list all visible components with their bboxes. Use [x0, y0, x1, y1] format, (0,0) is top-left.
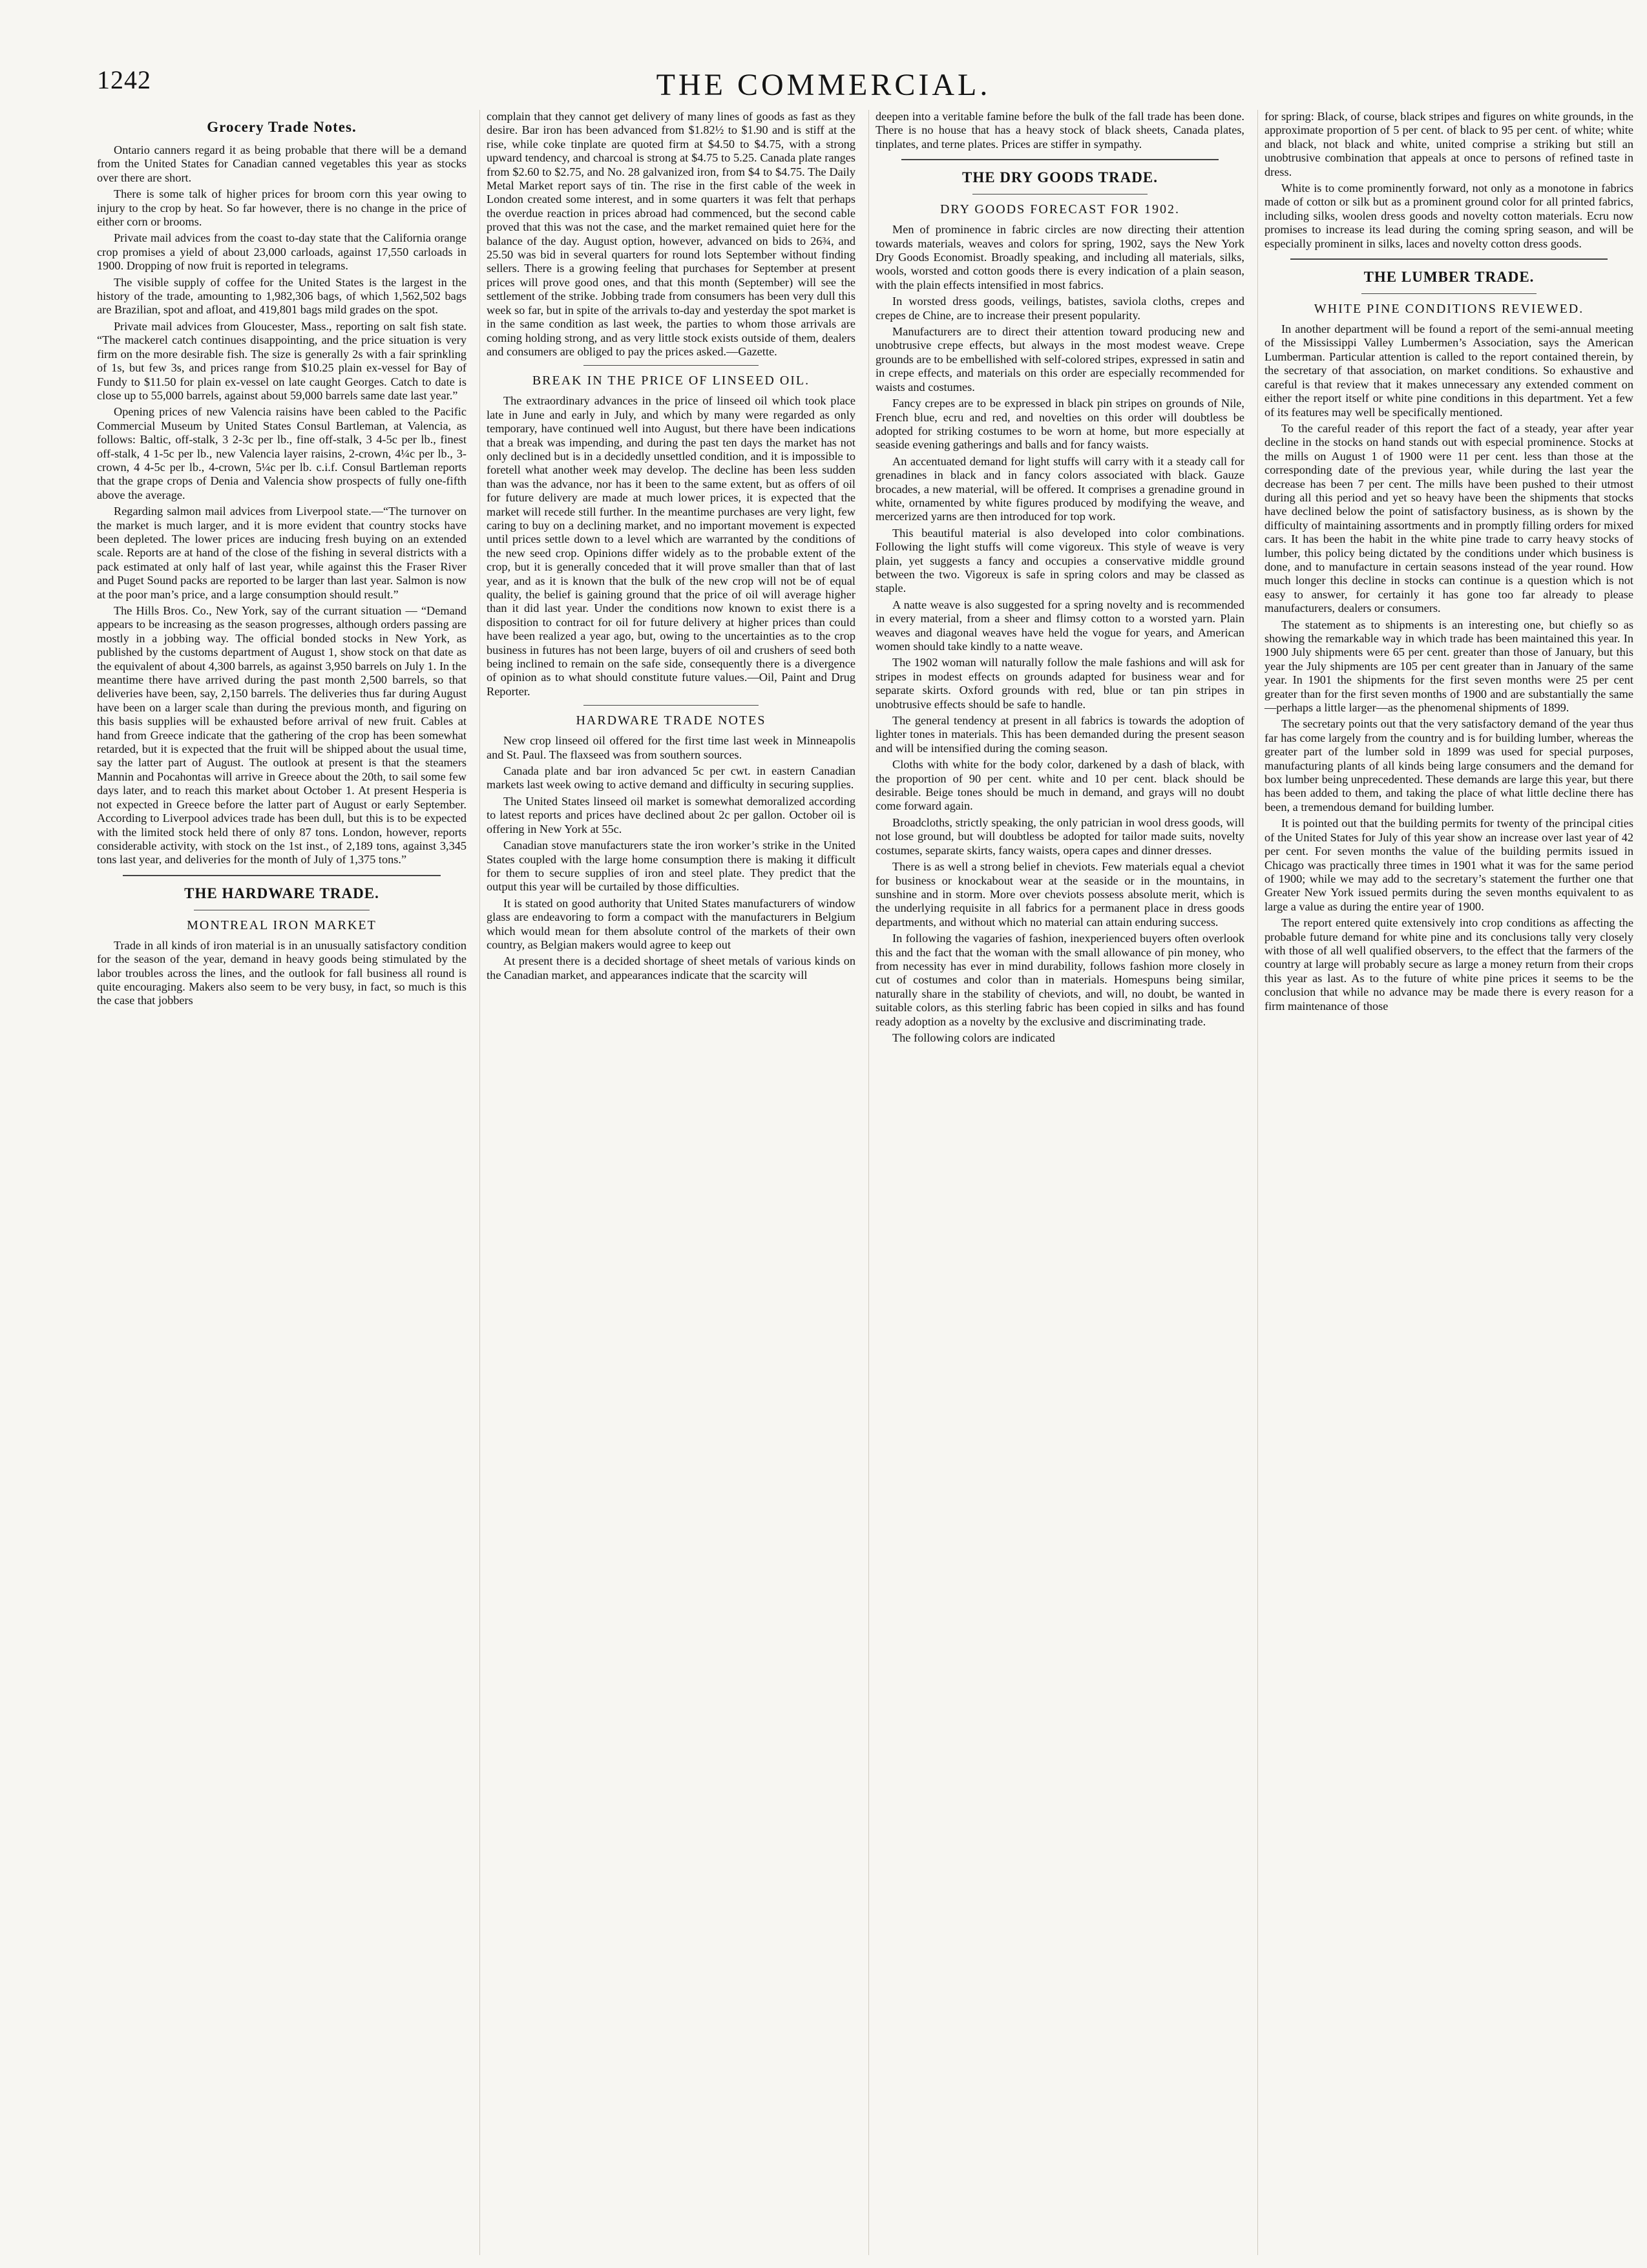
paragraph: This beautiful material is also developed into color combinations. Following the light stuffs will come vigoreux. This style of weave is very plain, yet suggests a fancy and occupies a conservative middle ground between the two. Vigoreux is safe in spring colors and may be classed as staple. — [876, 526, 1244, 595]
paragraph: deepen into a veritable famine before the bulk of the fall trade has been done. There is no house that has a heavy stock of black sheets, Canada plates, tinplates, and terne plates. Prices are stiffer in sympathy. — [876, 110, 1244, 151]
section-heading-dry-goods: THE DRY GOODS TRADE. — [962, 169, 1158, 186]
paragraph: There is some talk of higher prices for broom corn this year owing to injury to the crop by heat. So far however, there is no change in the price of either corn or brooms. — [97, 187, 467, 229]
divider — [123, 875, 441, 876]
paragraph: complain that they cannot get delivery of many lines of goods as fast as they desire. Bar iron has been advanced from $1.82½ to $1.90 and is stiff at the rise, while coke tinplate are quoted firm at $4.50 to $4.75, with a strong upward tendency, and charcoal is strong at $4.75 to 5.25. Canada plate ranges from $2.60 to $2.75, and No. 28 galvanized iron, from $4 to $4.75. The Daily Metal Market report says of tin. The rise in the first cable of the week in London created some interest, and in some quarters it was felt that perhaps the overdue reaction in prices abroad had commenced, but the second cable proved that this was not the case, and the market remained quiet here for the balance of the day. August option, however, advanced on bids to 26¾, and 25.50 was bid in several quarters for round lots September without finding sellers. There is a growing feeling that purchases for September at present prices will prove good ones, and that this month (September) will see the settlement of the strike. Jobbing trade from consumers has been very dull this week so far, but in spite of the arrivals to-day and yesterday the spot market is in the same condition as last week, the parties to whom those arrivals are coming holding strong, and as very little stock exists outside of them, dealers and consumers are obliged to pay the prices asked.—Gazette. — [487, 110, 855, 358]
paragraph: The Hills Bros. Co., New York, say of the currant situation — “Demand appears to be increasing as the season progresses, although orders passing are mostly in a jobbing way. The official bonded stocks in New York, as published by the customs department of August 1, show stock on that date as the equivalent of about 4,300 barrels, as against 3,950 barrels on July 1. In the meantime there have arrived during the past month 2,500 barrels, so that deliveries have been, say, 2,150 barrels. The deliveries thus far during August have been on a larger scale than during the previous month, and figuring on this basis supplies will be exhausted before arrival of new fruit. Cables at hand from Greece indicate that the gathering of the crop has been somewhat retarded, but it is expected that the fruit will be shipped about the usual time, say the latter part of August. The outlook at present is that the steamers Mannin and Pocahontas will arrive in Greece about the 20th, to sail some few days later, and to reach this market about October 1. At present Hesperia is not expected in Greece before the latter part of August or early September. According to Liverpool advices trade has been dull, but this is to be expected with the limited stock held there of only 87 tons. London, however, reports considerable activity, with stock on the 1st inst., of 2,189 tons, against 3,345 tons last year, and deliveries for the month of July of 1,375 tons.” — [97, 604, 467, 866]
section-heading-grocery: Grocery Trade Notes. — [207, 119, 357, 135]
page-number: 1242 — [97, 65, 151, 94]
article-columns — [90, 110, 1635, 2255]
divider — [583, 365, 759, 366]
paragraph: An accentuated demand for light stuffs will carry with it a steady call for grenadines in black and in fancy colors associated with black. Gauze brocades, a new material, will be offered. It comprises a grenadine ground in white, ornamented by white figures produced by modifying the weave, and mercerized yarns are then introduced for top work. — [876, 454, 1244, 523]
paragraph: Men of prominence in fabric circles are now directing their attention towards materials, weaves and colors for spring, 1902, says the New York Dry Goods Economist. Broadly speaking, and including all materials, silks, wools, worsted and cotton goods there is every indication of a plain season, with the plain effects intensified in most fabrics. — [876, 223, 1244, 291]
paragraph: The visible supply of coffee for the United States is the largest in the history of the trade, amounting to 1,982,306 bags, of which 1,562,502 bags are Brazilian, spot and afloat, and 419,801 bags mild grades on the spot. — [97, 275, 467, 317]
paragraph: New crop linseed oil offered for the first time last week in Minneapolis and St. Paul. The flaxseed was from southern sources. — [487, 734, 855, 761]
paragraph: In following the vagaries of fashion, inexperienced buyers often overlook this and the fact that the woman with the small allowance of pin money, who from necessity has ever in mind durability, follows fashion more closely in cut of costumes and color than in materials. Homespuns being similar, naturally share in the stability of cheviots, and will, no doubt, be wanted in suitable colors, as this sterling fabric has been copied in silks and has found ready adoption as a novelty by the exclusive and discriminating trade. — [876, 932, 1244, 1028]
paragraph: Manufacturers are to direct their attention toward producing new and unobtrusive crepe effects, but always in the most modest weave. Crepe grounds are to be embellished with self-colored stripes, expressed in satin and in crepe effects, and materials on this order are especially recommended for waists and costumes. — [876, 325, 1244, 394]
paragraph: Canadian stove manufacturers state the iron worker’s strike in the United States coupled with the large home consumption there is making it difficult for them to secure supplies of iron and steel plate. They predict that the output this year will be curtailed by those difficulties. — [487, 839, 855, 894]
paragraph: The extraordinary advances in the price of linseed oil which took place late in June and early in July, and which by many were regarded as only temporary, have continued well into August, but there have been indications that a break was impending, and during the past ten days the market has not only declined but is in a decidedly unsettled condition, and it is impossible to foretell what another week may develop. The decline has been less sudden than was the advance, nor has it been to the same extent, but as offers of oil for future delivery are made at much lower prices, it is expected that the market will recede still further. In the meantime purchases are very light, few caring to buy on a declining market, and no important movement is expected until prices settle down to a level which are warranted by the conditions of the new seed crop. Opinions differ widely as to the probable extent of the crop, but it is generally conceded that it will prove smaller than that of last year, and as it is known that the bulk of the new crop will not be of equal quality, the belief is gaining ground that the price of oil will average higher than it did last year. Under the conditions now known to exist there is a disposition to contract for oil for future delivery at higher prices than could have been realized a year ago, but, owing to the uncertainties as to the crop business in futures has not been large, buyers of oil and crushers of seed both being inclined to remain on the safe side, consequently there is a divergence of opinion as to what should constitute future values.—Oil, Paint and Drug Reporter. — [487, 394, 855, 698]
paragraph: White is to come prominently forward, not only as a monotone in fabrics made of cotton or silk but as a prominent ground color for all printed fabrics, including silks, woolen dress goods and novelty cotton materials. Ecru now promises to increase its lead during the coming spring season, and will be especially prominent in silks, laces and novelty cotton dress goods. — [1264, 182, 1633, 250]
subheading-hardware-notes: HARDWARE TRADE NOTES — [576, 713, 766, 728]
column-2 — [479, 110, 859, 2255]
paragraph: It is pointed out that the building permits for twenty of the principal cities of the United States for July of this year show an increase over last year of 42 per cent. For seven months the value of the building permits issued in Chicago was practically three times in 1901 what it was for the same period of 1900; while we may add to the secretary’s statement the further one that Greater New York issued permits during the seven months equivalent to as large a value as during the entire year of 1900. — [1264, 817, 1633, 913]
paragraph: Broadcloths, strictly speaking, the only patrician in wool dress goods, will not lose ground, but will doubtless be adopted for tailor made suits, novelty costumes, separate skirts, fancy waists, opera capes and dinner dresses. — [876, 815, 1244, 857]
section-heading-hardware: THE HARDWARE TRADE. — [184, 885, 379, 901]
paragraph: Trade in all kinds of iron material is in an unusually satisfactory condition for the season of the year, demand in heavy goods being stimulated by the labor troubles across the lines, and the outlook for fall business all round is quite encouraging. Makers also seem to be very busy, in fact, so much is this the case that jobbers — [97, 938, 467, 1007]
paragraph: Fancy crepes are to be expressed in black pin stripes on grounds of Nile, French blue, ecru and red, and novelties on this order will doubtless be adopted for striking costumes to be worn at home, but more especially at seaside evening gatherings and balls and for fancy waists. — [876, 397, 1244, 452]
paragraph: To the careful reader of this report the fact of a steady, year after year decline in the stocks on hand stands out with especial prominence. Stocks at the mills on August 1 of 1900 were 11 per cent. less than those at the corresponding date of the previous year, while during the last year the decrease has been 7 per cent. The mills have been pushed to their utmost during all this period and yet so heavy have been the shipments that stocks have declined below the point of satisfactory business, as is shown by the difficulty of maintaining assortments and in promptly filling orders for mixed cars. It has been the habit in the white pine trade to carry heavy stocks of lumber, this policy being dictated by the conditions under which business is done, and to manufacture in certain seasons instead of the year round. How much longer this decline in stocks can continue is a question which is not easy to answer, for certainly it has gone too far already to please manufacturers, dealers or consumers. — [1264, 421, 1633, 615]
paragraph: The following colors are indicated — [892, 1031, 1055, 1044]
divider — [583, 705, 759, 706]
paragraph: The general tendency at present in all fabrics is towards the adoption of lighter tones in materials. This has been demanded during the present season and will be intensified during the coming season. — [876, 714, 1244, 755]
column-1 — [90, 110, 470, 2255]
paragraph: Canada plate and bar iron advanced 5c per cwt. in eastern Canadian markets last week owing to active demand and difficulty in securing supplies. — [487, 764, 855, 792]
paragraph: The United States linseed oil market is somewhat demoralized according to latest reports and prices have declined about 2c per gallon. October oil is offering in New York at 55c. — [487, 794, 855, 835]
paragraph: The 1902 woman will naturally follow the male fashions and will ask for stripes in modest effects on grounds adapted for business wear and for separate skirts. Oxford grounds with red, blue or tan pin stripes in unobtrusive effects should be safe to handle. — [876, 656, 1244, 711]
paragraph: Private mail advices from Gloucester, Mass., reporting on salt fish state. “The mackerel catch continues disappointing, and the price situation is very firm on the more desirable fish. The size is generally 2s with a fair sprinkling of 1s, but few 3s, and prices range from $10.25 plain ex-vessel for Bay of Fundy to $11.50 for plain ex-vessel on late caught Georges. Catch to date is close up to 55,000 barrels, against about 59,000 barrels same date last year.” — [97, 319, 467, 402]
column-4 — [1257, 110, 1637, 2255]
paragraph: There is as well a strong belief in cheviots. Few materials equal a cheviot for business or knockabout wear at the seaside or in the mountains, in sunshine and in storm. More over cheviots possess absolute merit, which is the underlying requisite in all fabrics for a permanent place in dress goods departments, and without which no material can attain enduring success. — [876, 860, 1244, 929]
divider — [1361, 293, 1537, 294]
paragraph: It is stated on good authority that United States manufacturers of window glass are endeavoring to form a compact with the manufacturers in Belgium which would mean for them absolute control of the markets of their own country, as Belgian makers would agree to keep out — [487, 896, 855, 951]
subheading-white-pine: WHITE PINE CONDITIONS REVIEWED. — [1314, 302, 1584, 317]
paragraph: The statement as to shipments is an interesting one, but chiefly so as showing the remarkable way in which trade has been maintained this year. In 1900 July shipments were 65 per cent. greater than those of January, but this year the July shipments are 105 per cent greater than in January of the same year. In 1901 the shipments for the first seven months were 25 per cent greater than for the first seven months of 1900 and are substantially the same—perhaps a little larger—as the phenomenal shipments of 1899. — [1264, 618, 1633, 715]
paragraph: Regarding salmon mail advices from Liverpool state.—“The turnover on the market is much larger, and it is more evident that country stocks have been depleted. The lower prices are inducing fresh buying on an extended scale. Reports are at hand of the close of the fishing in several districts with a pack estimated at only half of last year, while against this the Fraser River and Puget Sound packs are reported to be larger than last year. Salmon is now at the poor man’s price, and a large consumption should result.” — [97, 505, 467, 601]
paragraph: Ontario canners regard it as being probable that there will be a demand from the United States for Canadian canned vegetables this year as stocks over there are short. — [97, 143, 467, 184]
subheading-linseed-oil: BREAK IN THE PRICE OF LINSEED OIL. — [532, 373, 810, 388]
paragraph: The secretary points out that the very satisfactory demand of the year thus far has come largely from the country and is for building lumber, whereas the greater part of the lumber sold in 1899 was used for special purposes, manufacturing plants of all kinds being large consumers and the demand for box lumber being unprecedented. These demands are large this year, but there has been added to them, and taking the place of what little decline there has been, a tremendous demand for building lumber. — [1264, 717, 1633, 814]
subheading-montreal-iron: MONTREAL IRON MARKET — [187, 918, 377, 932]
paragraph: In worsted dress goods, veilings, batistes, saviola cloths, crepes and crepes de Chine, are to increase their present popularity. — [876, 295, 1244, 322]
paragraph: At present there is a decided shortage of sheet metals of various kinds on the Canadian market, and appearances indicate that the scarcity will — [487, 954, 855, 982]
paragraph: Opening prices of new Valencia raisins have been cabled to the Pacific Commercial Museum by United States Consul Bartleman, at Valencia, as follows: Baltic, off-stalk, 3 2-3c per lb., fine off-stalk, 3 4-5c per lb., finest off-stalk, 4 1-5c per lb., new Valencia layer raisins, 2-crown, 4¼c per lb., 3-crown, 4 4-5c per lb., 4-crown, 5¼c per lb. c.i.f. Consul Bartleman reports that the grape crops of Denia and Valencia show prospects of fully one-fifth above the average. — [97, 405, 467, 501]
paragraph: In another department will be found a report of the semi-annual meeting of the Mississippi Valley Lumbermen’s Association, says the American Lumberman. Particular attention is called to the report contained therein, by the secretary of that association, on market conditions. So exhaustive and careful is that review that it makes unnecessary any extended comment on either the report itself or white pine conditions in this department. Yet a few of its features may well be specifically mentioned. — [1264, 322, 1633, 419]
paragraph: Cloths with white for the body color, darkened by a dash of black, with the proportion of 90 per cent. white and 10 per cent. black should be desirable. Beige tones should be much in demand, and grays will no doubt come forward again. — [876, 758, 1244, 813]
paragraph: A natte weave is also suggested for a spring novelty and is recommended in every material, from a sheer and flimsy cotton to a worsted yarn. Plain weaves and diagonal weaves have held the vogue for years, and American women should take kindly to a natte weave. — [876, 598, 1244, 653]
divider — [1290, 258, 1608, 260]
subheading-dry-goods-forecast: DRY GOODS FORECAST FOR 1902. — [939, 202, 1180, 217]
section-heading-lumber: THE LUMBER TRADE. — [1363, 269, 1535, 286]
paragraph: for spring: Black, of course, black stripes and figures on white grounds, in the approximate proportion of 5 per cent. of black to 95 per cent. of white; white and black, not black and white, united comprise a striking but still an unobtrusive combination that appeals at once to persons of refined taste in dress. — [1264, 110, 1633, 178]
page-title: THE COMMERCIAL. — [656, 68, 991, 102]
paragraph: The report entered quite extensively into crop conditions as affecting the probable future demand for white pine and its conclusions tally very closely with those of all well qualified observers, to the effect that the farmers of the country at large will probably secure as large a money return from their crops this year as last. As to the future of white pine prices it seems to be the conclusion that while no advance may be made there is every reason for a firm maintenance of those — [1264, 916, 1633, 1013]
column-3 — [868, 110, 1248, 2255]
paragraph: Private mail advices from the coast to-day state that the California orange crop promises a yield of about 23,000 carloads, against 17,550 carloads in 1900. Dropping of now fruit is reported in telegrams. — [97, 231, 467, 273]
divider — [901, 159, 1219, 160]
